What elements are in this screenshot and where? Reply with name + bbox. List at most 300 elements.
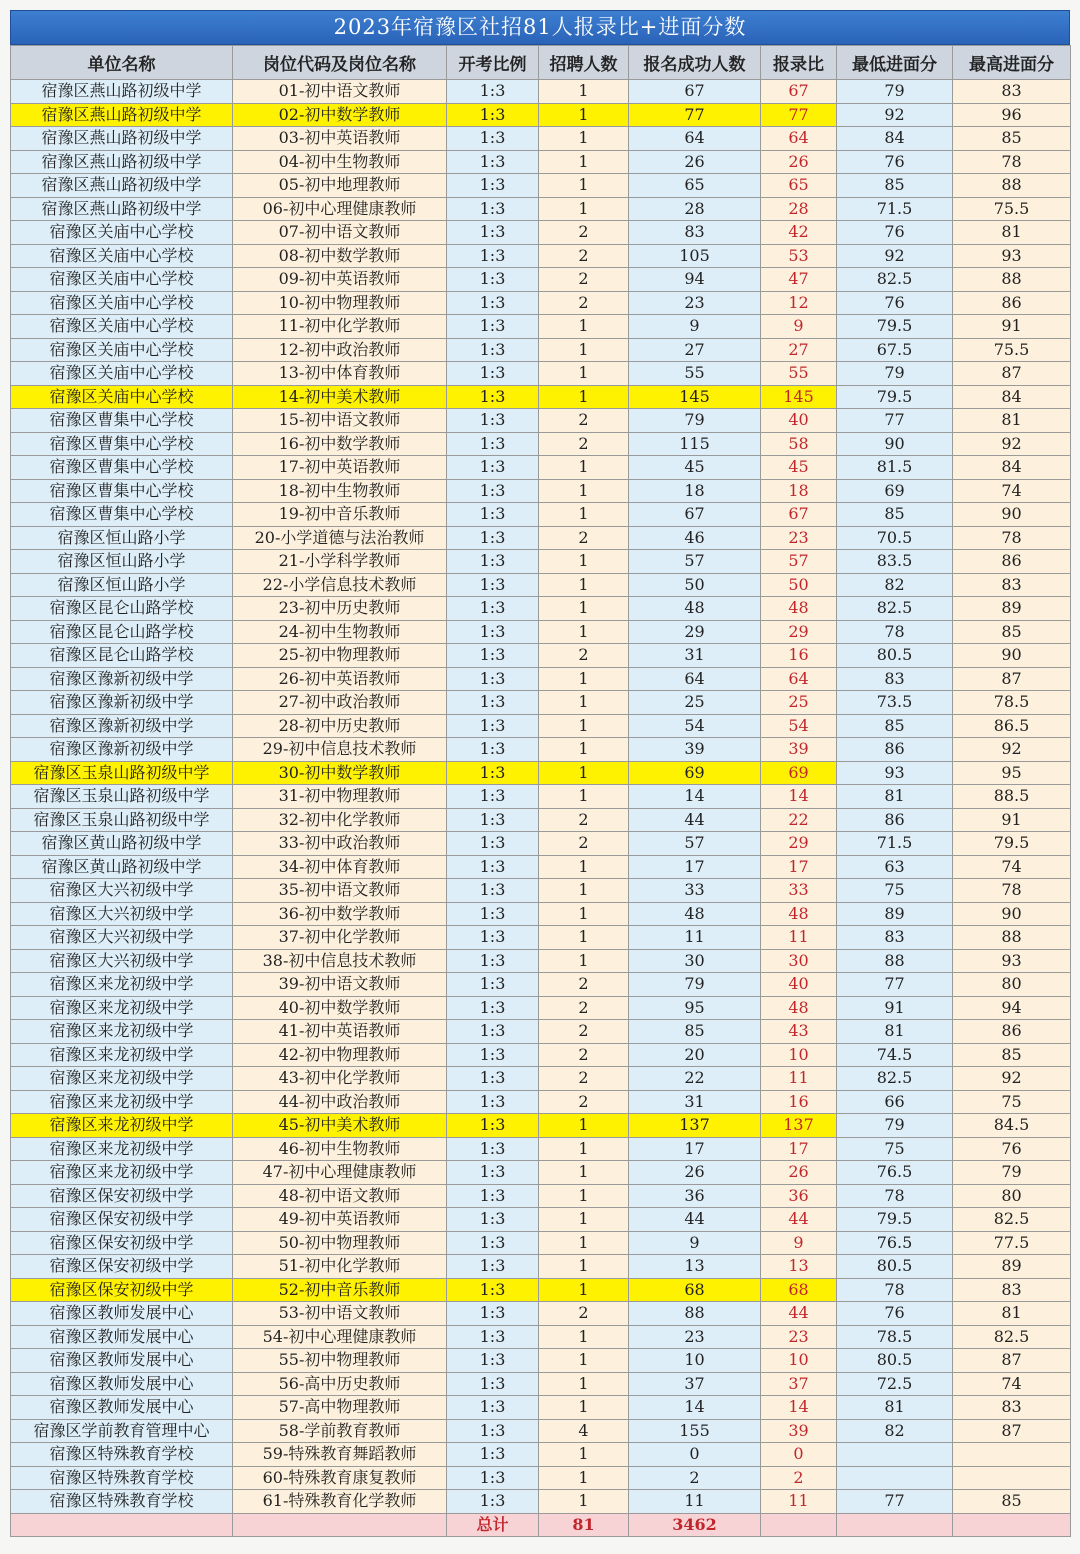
table-row [11,479,1071,503]
recruit-count-cell: 2 [539,808,629,832]
applicant-count-cell: 79 [629,409,761,433]
position-cell: 37-初中化学教师 [233,926,447,950]
position-cell: 59-特殊教育舞蹈教师 [233,1443,447,1467]
recruit-count-cell: 2 [539,973,629,997]
min-score-cell: 79.5 [837,315,953,339]
score-table [10,45,1071,1537]
apply-ratio-cell: 39 [761,1419,837,1443]
apply-ratio-cell: 55 [761,362,837,386]
apply-ratio-cell: 64 [761,667,837,691]
max-score-cell: 94 [953,996,1071,1020]
table-row [11,855,1071,879]
table-row [11,1137,1071,1161]
total-label: 总计 [447,1513,539,1536]
recruit-count-cell: 1 [539,573,629,597]
unit-name-cell: 宿豫区保安初级中学 [11,1278,233,1302]
recruit-count-cell: 1 [539,1255,629,1279]
applicant-count-cell: 28 [629,197,761,221]
max-score-cell: 87 [953,362,1071,386]
unit-name-cell: 宿豫区保安初级中学 [11,1184,233,1208]
table-row [11,503,1071,527]
table-row [11,808,1071,832]
max-score-cell: 88 [953,174,1071,198]
position-cell: 33-初中政治教师 [233,832,447,856]
unit-name-cell: 宿豫区来龙初级中学 [11,1043,233,1067]
recruit-count-cell: 1 [539,855,629,879]
position-cell: 60-特殊教育康复教师 [233,1466,447,1490]
recruit-count-cell: 2 [539,832,629,856]
min-score-cell: 79.5 [837,385,953,409]
position-cell: 25-初中物理教师 [233,644,447,668]
min-score-cell: 71.5 [837,197,953,221]
total-empty-cell [953,1513,1071,1536]
position-cell: 08-初中数学教师 [233,244,447,268]
apply-ratio-cell: 12 [761,291,837,315]
apply-ratio-cell: 65 [761,174,837,198]
apply-ratio-cell: 47 [761,268,837,292]
min-score-cell: 83 [837,667,953,691]
score-table-container [10,10,1070,1537]
min-score-cell: 76 [837,1302,953,1326]
exam-ratio-cell: 1:3 [447,1020,539,1044]
position-cell: 01-初中语文教师 [233,80,447,104]
unit-name-cell: 宿豫区来龙初级中学 [11,1020,233,1044]
position-cell: 36-初中数学教师 [233,902,447,926]
min-score-cell: 66 [837,1090,953,1114]
table-row [11,1114,1071,1138]
min-score-cell: 78 [837,620,953,644]
position-cell: 06-初中心理健康教师 [233,197,447,221]
apply-ratio-cell: 18 [761,479,837,503]
unit-name-cell: 宿豫区关庙中心学校 [11,362,233,386]
table-row [11,244,1071,268]
min-score-cell: 80.5 [837,1255,953,1279]
table-row [11,550,1071,574]
recruit-count-cell: 1 [539,1325,629,1349]
applicant-count-cell: 95 [629,996,761,1020]
total-recruits: 81 [539,1513,629,1536]
applicant-count-cell: 67 [629,503,761,527]
unit-name-cell: 宿豫区玉泉山路初级中学 [11,761,233,785]
applicant-count-cell: 83 [629,221,761,245]
max-score-cell: 85 [953,1043,1071,1067]
exam-ratio-cell: 1:3 [447,197,539,221]
position-cell: 38-初中信息技术教师 [233,949,447,973]
recruit-count-cell: 1 [539,174,629,198]
apply-ratio-cell: 68 [761,1278,837,1302]
exam-ratio-cell: 1:3 [447,620,539,644]
min-score-cell: 75 [837,879,953,903]
min-score-cell: 78 [837,1278,953,1302]
recruit-count-cell: 2 [539,1067,629,1091]
position-cell: 27-初中政治教师 [233,691,447,715]
applicant-count-cell: 14 [629,1396,761,1420]
max-score-cell: 92 [953,738,1071,762]
position-cell: 41-初中英语教师 [233,1020,447,1044]
unit-name-cell: 宿豫区关庙中心学校 [11,221,233,245]
recruit-count-cell: 1 [539,667,629,691]
table-row [11,1020,1071,1044]
apply-ratio-cell: 17 [761,855,837,879]
exam-ratio-cell: 1:3 [447,879,539,903]
apply-ratio-cell: 54 [761,714,837,738]
recruit-count-cell: 2 [539,526,629,550]
recruit-count-cell: 2 [539,268,629,292]
unit-name-cell: 宿豫区大兴初级中学 [11,879,233,903]
position-cell: 35-初中语文教师 [233,879,447,903]
recruit-count-cell: 2 [539,996,629,1020]
table-row [11,691,1071,715]
max-score-cell: 77.5 [953,1231,1071,1255]
exam-ratio-cell: 1:3 [447,1161,539,1185]
applicant-count-cell: 18 [629,479,761,503]
table-row [11,1443,1071,1467]
min-score-cell: 79.5 [837,1208,953,1232]
position-cell: 10-初中物理教师 [233,291,447,315]
applicant-count-cell: 31 [629,644,761,668]
max-score-cell: 78 [953,150,1071,174]
applicant-count-cell: 137 [629,1114,761,1138]
table-row [11,1208,1071,1232]
exam-ratio-cell: 1:3 [447,761,539,785]
recruit-count-cell: 1 [539,597,629,621]
header-recruit-count: 招聘人数 [539,46,629,80]
applicant-count-cell: 26 [629,1161,761,1185]
applicant-count-cell: 25 [629,691,761,715]
apply-ratio-cell: 29 [761,832,837,856]
recruit-count-cell: 1 [539,714,629,738]
unit-name-cell: 宿豫区燕山路初级中学 [11,127,233,151]
apply-ratio-cell: 37 [761,1372,837,1396]
table-row [11,1043,1071,1067]
exam-ratio-cell: 1:3 [447,996,539,1020]
exam-ratio-cell: 1:3 [447,221,539,245]
exam-ratio-cell: 1:3 [447,1208,539,1232]
min-score-cell: 73.5 [837,691,953,715]
max-score-cell: 90 [953,902,1071,926]
exam-ratio-cell: 1:3 [447,785,539,809]
apply-ratio-cell: 17 [761,1137,837,1161]
position-cell: 51-初中化学教师 [233,1255,447,1279]
min-score-cell: 77 [837,973,953,997]
recruit-count-cell: 2 [539,244,629,268]
table-row [11,456,1071,480]
position-cell: 61-特殊教育化学教师 [233,1490,447,1514]
unit-name-cell: 宿豫区曹集中心学校 [11,479,233,503]
apply-ratio-cell: 44 [761,1302,837,1326]
recruit-count-cell: 1 [539,1278,629,1302]
recruit-count-cell: 1 [539,503,629,527]
exam-ratio-cell: 1:3 [447,667,539,691]
table-row [11,714,1071,738]
table-row [11,1419,1071,1443]
table-row [11,902,1071,926]
exam-ratio-cell: 1:3 [447,1466,539,1490]
unit-name-cell: 宿豫区黄山路初级中学 [11,832,233,856]
applicant-count-cell: 39 [629,738,761,762]
table-row [11,1466,1071,1490]
apply-ratio-cell: 25 [761,691,837,715]
min-score-cell: 76.5 [837,1161,953,1185]
table-row [11,1231,1071,1255]
exam-ratio-cell: 1:3 [447,1137,539,1161]
unit-name-cell: 宿豫区教师发展中心 [11,1396,233,1420]
position-cell: 34-初中体育教师 [233,855,447,879]
min-score-cell: 76 [837,150,953,174]
recruit-count-cell: 1 [539,1137,629,1161]
exam-ratio-cell: 1:3 [447,1114,539,1138]
max-score-cell: 83 [953,573,1071,597]
apply-ratio-cell: 16 [761,1090,837,1114]
table-row [11,268,1071,292]
apply-ratio-cell: 40 [761,409,837,433]
max-score-cell: 85 [953,620,1071,644]
apply-ratio-cell: 58 [761,432,837,456]
exam-ratio-cell: 1:3 [447,1396,539,1420]
table-row [11,291,1071,315]
position-cell: 12-初中政治教师 [233,338,447,362]
min-score-cell: 82 [837,573,953,597]
recruit-count-cell: 1 [539,1184,629,1208]
max-score-cell: 89 [953,1255,1071,1279]
exam-ratio-cell: 1:3 [447,385,539,409]
applicant-count-cell: 46 [629,526,761,550]
table-row [11,1090,1071,1114]
unit-name-cell: 宿豫区来龙初级中学 [11,1114,233,1138]
position-cell: 54-初中心理健康教师 [233,1325,447,1349]
apply-ratio-cell: 145 [761,385,837,409]
unit-name-cell: 宿豫区玉泉山路初级中学 [11,808,233,832]
min-score-cell: 86 [837,738,953,762]
recruit-count-cell: 2 [539,221,629,245]
exam-ratio-cell: 1:3 [447,902,539,926]
position-cell: 45-初中美术教师 [233,1114,447,1138]
max-score-cell: 87 [953,667,1071,691]
min-score-cell: 78 [837,1184,953,1208]
exam-ratio-cell: 1:3 [447,526,539,550]
table-row [11,1302,1071,1326]
min-score-cell: 86 [837,808,953,832]
table-row [11,385,1071,409]
exam-ratio-cell: 1:3 [447,1255,539,1279]
min-score-cell: 69 [837,479,953,503]
exam-ratio-cell: 1:3 [447,714,539,738]
exam-ratio-cell: 1:3 [447,456,539,480]
recruit-count-cell: 2 [539,644,629,668]
max-score-cell: 80 [953,973,1071,997]
max-score-cell: 78 [953,526,1071,550]
recruit-count-cell: 2 [539,1090,629,1114]
table-row [11,127,1071,151]
max-score-cell: 88 [953,926,1071,950]
min-score-cell [837,1443,953,1467]
position-cell: 04-初中生物教师 [233,150,447,174]
apply-ratio-cell: 10 [761,1043,837,1067]
position-cell: 53-初中语文教师 [233,1302,447,1326]
apply-ratio-cell: 43 [761,1020,837,1044]
applicant-count-cell: 9 [629,315,761,339]
table-row [11,1184,1071,1208]
table-row [11,1161,1071,1185]
position-cell: 20-小学道德与法治教师 [233,526,447,550]
max-score-cell: 93 [953,244,1071,268]
applicant-count-cell: 17 [629,855,761,879]
position-cell: 49-初中英语教师 [233,1208,447,1232]
max-score-cell: 88.5 [953,785,1071,809]
max-score-cell: 87 [953,1419,1071,1443]
total-empty-cell [761,1513,837,1536]
max-score-cell: 87 [953,1349,1071,1373]
table-row [11,1278,1071,1302]
unit-name-cell: 宿豫区恒山路小学 [11,573,233,597]
position-cell: 42-初中物理教师 [233,1043,447,1067]
position-cell: 44-初中政治教师 [233,1090,447,1114]
position-cell: 05-初中地理教师 [233,174,447,198]
exam-ratio-cell: 1:3 [447,1490,539,1514]
recruit-count-cell: 1 [539,902,629,926]
max-score-cell: 93 [953,949,1071,973]
apply-ratio-cell: 67 [761,503,837,527]
min-score-cell: 63 [837,855,953,879]
applicant-count-cell: 67 [629,80,761,104]
total-row [11,1513,1071,1536]
unit-name-cell: 宿豫区大兴初级中学 [11,926,233,950]
min-score-cell [837,1466,953,1490]
apply-ratio-cell: 48 [761,996,837,1020]
exam-ratio-cell: 1:3 [447,808,539,832]
exam-ratio-cell: 1:3 [447,291,539,315]
header-position: 岗位代码及岗位名称 [233,46,447,80]
min-score-cell: 77 [837,1490,953,1514]
max-score-cell: 91 [953,315,1071,339]
max-score-cell: 78 [953,879,1071,903]
apply-ratio-cell: 44 [761,1208,837,1232]
recruit-count-cell: 1 [539,338,629,362]
position-cell: 22-小学信息技术教师 [233,573,447,597]
min-score-cell: 85 [837,174,953,198]
exam-ratio-cell: 1:3 [447,409,539,433]
min-score-cell: 76 [837,291,953,315]
exam-ratio-cell: 1:3 [447,432,539,456]
recruit-count-cell: 1 [539,80,629,104]
recruit-count-cell: 2 [539,1020,629,1044]
exam-ratio-cell: 1:3 [447,1184,539,1208]
applicant-count-cell: 88 [629,1302,761,1326]
exam-ratio-cell: 1:3 [447,832,539,856]
recruit-count-cell: 1 [539,1372,629,1396]
position-cell: 46-初中生物教师 [233,1137,447,1161]
exam-ratio-cell: 1:3 [447,362,539,386]
table-row [11,150,1071,174]
apply-ratio-cell: 48 [761,902,837,926]
recruit-count-cell: 2 [539,432,629,456]
exam-ratio-cell: 1:3 [447,597,539,621]
position-cell: 31-初中物理教师 [233,785,447,809]
unit-name-cell: 宿豫区昆仑山路学校 [11,620,233,644]
recruit-count-cell: 1 [539,150,629,174]
header-apply-ratio: 报录比 [761,46,837,80]
unit-name-cell: 宿豫区昆仑山路学校 [11,597,233,621]
unit-name-cell: 宿豫区曹集中心学校 [11,432,233,456]
table-row [11,926,1071,950]
unit-name-cell: 宿豫区关庙中心学校 [11,315,233,339]
max-score-cell: 83 [953,1396,1071,1420]
unit-name-cell: 宿豫区保安初级中学 [11,1208,233,1232]
min-score-cell: 67.5 [837,338,953,362]
max-score-cell: 76 [953,1137,1071,1161]
min-score-cell: 83.5 [837,550,953,574]
table-row [11,221,1071,245]
min-score-cell: 79 [837,80,953,104]
max-score-cell: 75.5 [953,338,1071,362]
table-row [11,338,1071,362]
position-cell: 58-学前教育教师 [233,1419,447,1443]
exam-ratio-cell: 1:3 [447,949,539,973]
max-score-cell: 78.5 [953,691,1071,715]
exam-ratio-cell: 1:3 [447,691,539,715]
position-cell: 28-初中历史教师 [233,714,447,738]
position-cell: 07-初中语文教师 [233,221,447,245]
apply-ratio-cell: 28 [761,197,837,221]
header-exam-ratio: 开考比例 [447,46,539,80]
min-score-cell: 83 [837,926,953,950]
apply-ratio-cell: 23 [761,526,837,550]
unit-name-cell: 宿豫区豫新初级中学 [11,667,233,691]
position-cell: 19-初中音乐教师 [233,503,447,527]
applicant-count-cell: 64 [629,667,761,691]
unit-name-cell: 宿豫区豫新初级中学 [11,714,233,738]
max-score-cell: 74 [953,855,1071,879]
position-cell: 56-高中历史教师 [233,1372,447,1396]
recruit-count-cell: 1 [539,1396,629,1420]
applicant-count-cell: 2 [629,1466,761,1490]
table-row [11,103,1071,127]
applicant-count-cell: 44 [629,1208,761,1232]
exam-ratio-cell: 1:3 [447,738,539,762]
applicant-count-cell: 11 [629,1490,761,1514]
total-empty-cell [233,1513,447,1536]
applicant-count-cell: 0 [629,1443,761,1467]
table-row [11,832,1071,856]
apply-ratio-cell: 13 [761,1255,837,1279]
unit-name-cell: 宿豫区关庙中心学校 [11,385,233,409]
unit-name-cell: 宿豫区保安初级中学 [11,1231,233,1255]
applicant-count-cell: 14 [629,785,761,809]
min-score-cell: 81.5 [837,456,953,480]
applicant-count-cell: 10 [629,1349,761,1373]
table-row [11,197,1071,221]
max-score-cell: 90 [953,644,1071,668]
applicant-count-cell: 45 [629,456,761,480]
unit-name-cell: 宿豫区学前教育管理中心 [11,1419,233,1443]
max-score-cell: 75.5 [953,197,1071,221]
header-applicant-count: 报名成功人数 [629,46,761,80]
unit-name-cell: 宿豫区曹集中心学校 [11,456,233,480]
recruit-count-cell: 1 [539,1231,629,1255]
max-score-cell: 84 [953,385,1071,409]
max-score-cell: 91 [953,808,1071,832]
table-row [11,949,1071,973]
applicant-count-cell: 50 [629,573,761,597]
max-score-cell [953,1466,1071,1490]
exam-ratio-cell: 1:3 [447,1278,539,1302]
unit-name-cell: 宿豫区特殊教育学校 [11,1466,233,1490]
position-cell: 14-初中美术教师 [233,385,447,409]
apply-ratio-cell: 40 [761,973,837,997]
applicant-count-cell: 85 [629,1020,761,1044]
exam-ratio-cell: 1:3 [447,244,539,268]
min-score-cell: 82.5 [837,268,953,292]
